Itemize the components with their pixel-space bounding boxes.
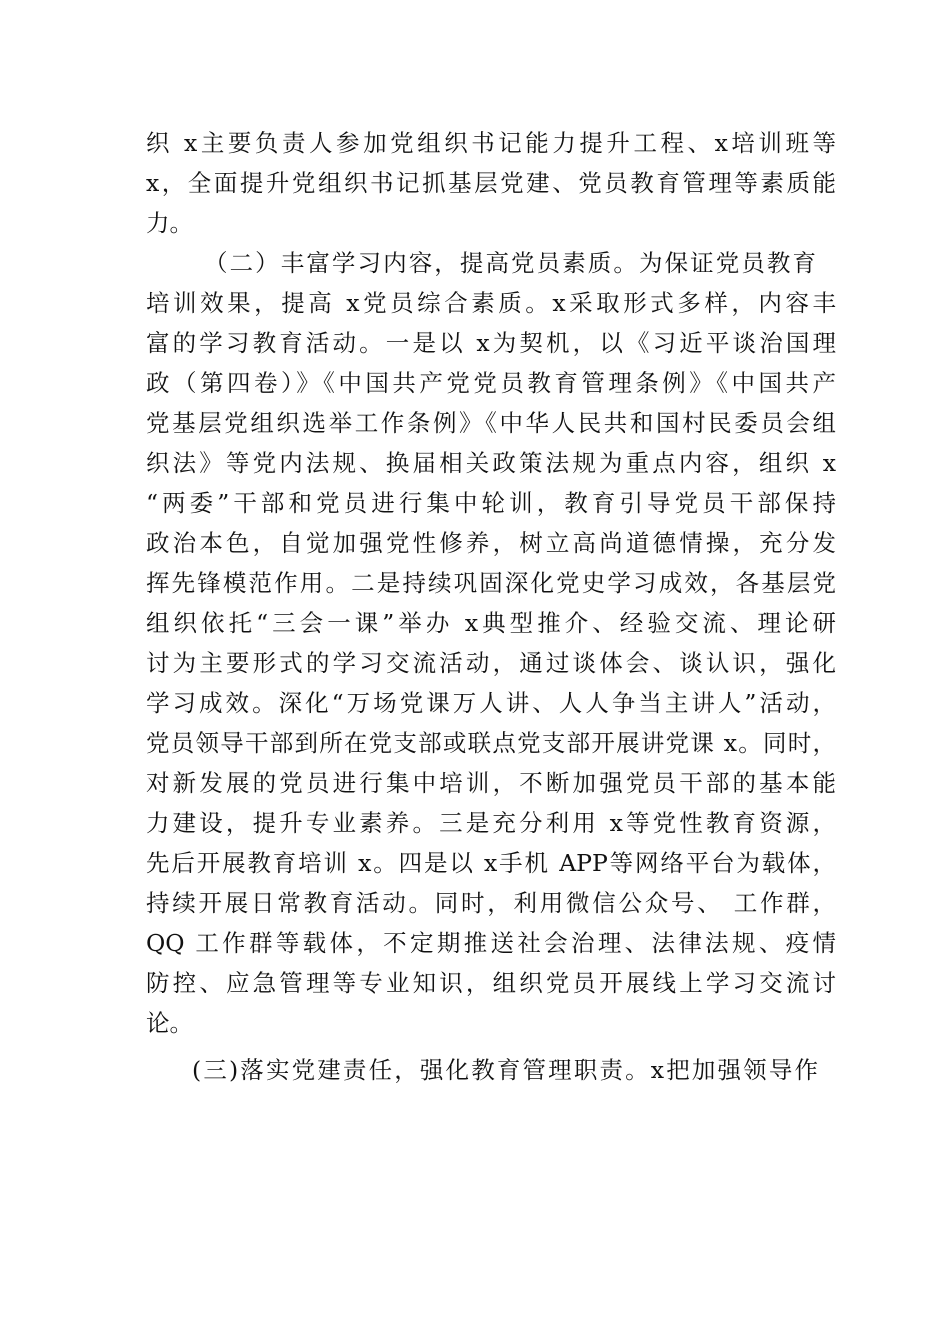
text-line: 防控、应急管理等专业知识，组织党员开展线上学习交流讨	[146, 969, 836, 997]
text-line: 持续开展日常教育活动。同时，利用微信公众号、 工作群，	[146, 889, 836, 917]
text-line: 富的学习教育活动。一是以 x为契机，以《习近平谈治国理	[146, 329, 836, 357]
text-line: 组织依托“三会一课”举办 x典型推介、经验交流、理论研	[146, 609, 836, 637]
text-line: 织法》等党内法规、换届相关政策法规为重点内容，组织 x	[146, 449, 836, 477]
text-line: 政（第四卷）》《中国共产党党员教育管理条例》《中国共产	[146, 369, 836, 397]
text-line: 讨为主要形式的学习交流活动，通过谈体会、谈认识，强化	[146, 649, 836, 677]
text-line: 学习成效。深化“万场党课万人讲、人人争当主讲人”活动，	[146, 689, 836, 717]
text-line: 政治本色，自觉加强党性修养，树立高尚道德情操，充分发	[146, 529, 836, 557]
text-line: 先后开展教育培训 x。四是以 x手机 APP等网络平台为载体，	[146, 849, 836, 877]
text-line: 对新发展的党员进行集中培训，不断加强党员干部的基本能	[146, 769, 836, 797]
section-heading-line: （二）丰富学习内容，提高党员素质。为保证党员教育	[204, 249, 816, 277]
text-line: 挥先锋模范作用。二是持续巩固深化党史学习成效，各基层党	[146, 569, 836, 597]
text-line: QQ 工作群等载体，不定期推送社会治理、法律法规、疫情	[146, 929, 836, 957]
text-line: “两委”干部和党员进行集中轮训，教育引导党员干部保持	[146, 489, 836, 517]
text-line: 力。	[146, 209, 193, 237]
text-line: 党员领导干部到所在党支部或联点党支部开展讲党课 x。同时，	[146, 729, 836, 757]
text-line: 织 x主要负责人参加党组织书记能力提升工程、x培训班等	[146, 129, 836, 157]
text-line: 力建设，提升专业素养。三是充分利用 x等党性教育资源，	[146, 809, 836, 837]
text-line: 论。	[146, 1009, 193, 1037]
text-line: x，全面提升党组织书记抓基层党建、党员教育管理等素质能	[146, 169, 836, 197]
text-line: 党基层党组织选举工作条例》《中华人民共和国村民委员会组	[146, 409, 836, 437]
section-heading-line: (三)落实党建责任，强化教育管理职责。x把加强领导作	[192, 1056, 818, 1084]
text-line: 培训效果，提高 x党员综合素质。x采取形式多样，内容丰	[146, 289, 836, 317]
